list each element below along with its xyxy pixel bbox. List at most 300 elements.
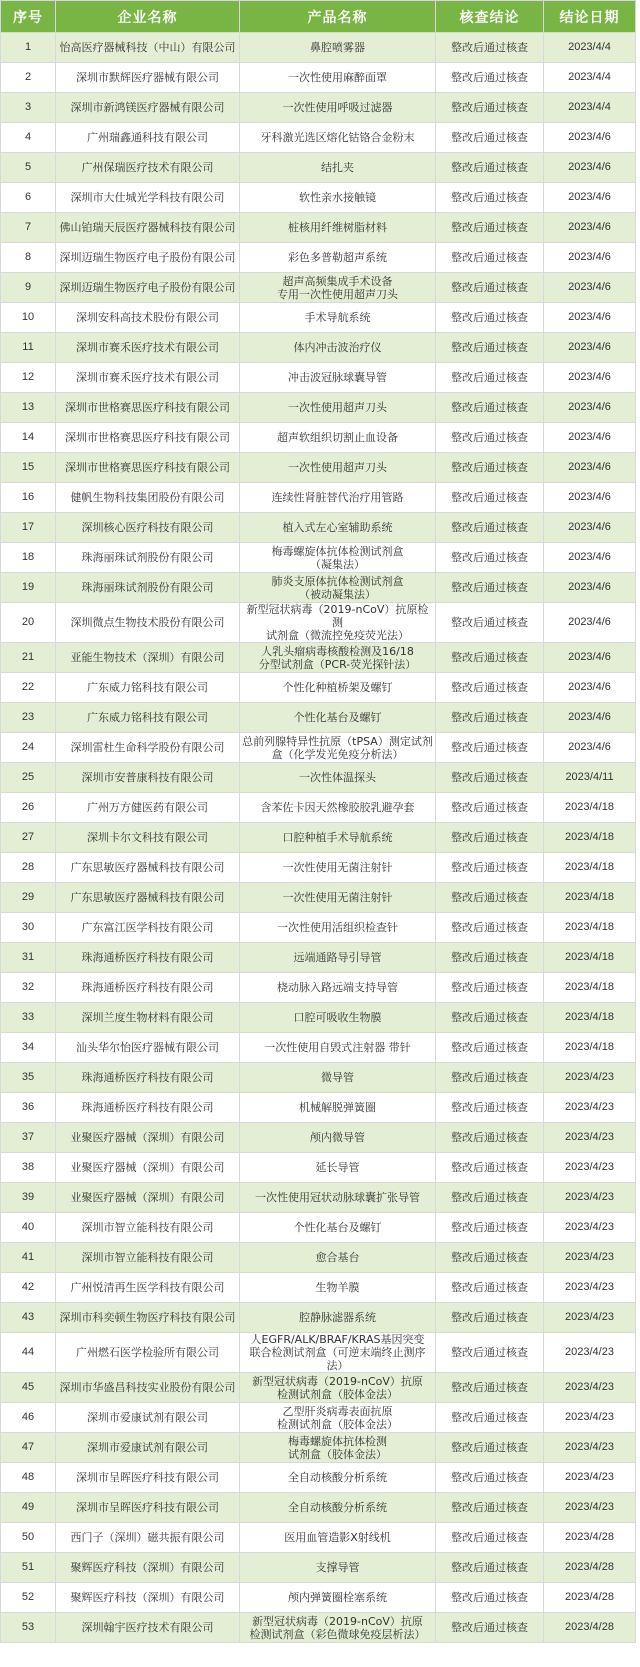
cell-company-name <box>56 1373 240 1403</box>
cell-company-name <box>56 913 240 943</box>
cell-product-name <box>240 853 436 883</box>
cell-product-name-text: 梅毒螺旋体抗体检测 试剂盒（胶体金法） <box>288 1434 387 1461</box>
table-row <box>1 1583 636 1613</box>
cell-company-name <box>56 1403 240 1433</box>
cell-product-name-text: 新型冠状病毒（2019-nCoV）抗原 检测试剂盒（胶体金法） <box>252 1374 423 1401</box>
cell-inspection-result-text: 整改后通过核查 <box>451 1311 528 1324</box>
cell-inspection-result <box>436 303 544 333</box>
cell-company-name <box>56 243 240 273</box>
cell-product-name-text: 总前列腺特异性抗原（tPSA）测定试剂 盒（化学发光免疫分析法） <box>242 734 433 761</box>
cell-result-date <box>544 883 636 913</box>
table-row <box>1 93 636 123</box>
cell-company-name <box>56 303 240 333</box>
cell-result-date-text: 2023/4/11 <box>565 771 614 783</box>
cell-inspection-result-text: 整改后通过核查 <box>451 191 528 204</box>
cell-company-name-text: 深圳安科高技术股份有限公司 <box>76 311 219 324</box>
cell-inspection-result-text: 整改后通过核查 <box>451 1161 528 1174</box>
cell-serial-number-text: 40 <box>21 1221 35 1233</box>
cell-company-name <box>56 363 240 393</box>
cell-company-name <box>56 1493 240 1523</box>
cell-company-name-text: 业聚医疗器械（深圳）有限公司 <box>70 1161 225 1174</box>
cell-inspection-result <box>436 1463 544 1493</box>
cell-result-date-text: 2023/4/18 <box>565 891 614 903</box>
cell-inspection-result-text: 整改后通过核查 <box>451 371 528 384</box>
cell-result-date <box>544 823 636 853</box>
cell-product-name <box>240 1553 436 1583</box>
cell-company-name <box>56 1523 240 1553</box>
cell-company-name-text: 深圳市科奕顿生物医疗科技有限公司 <box>59 1311 236 1324</box>
cell-result-date-text: 2023/4/4 <box>568 71 611 83</box>
cell-product-name <box>240 1273 436 1303</box>
cell-serial-number-text: 7 <box>24 221 32 233</box>
cell-company-name <box>56 793 240 823</box>
cell-serial-number-text: 6 <box>24 191 32 203</box>
cell-company-name <box>56 453 240 483</box>
cell-serial-number <box>1 483 56 513</box>
cell-result-date <box>544 1433 636 1463</box>
cell-serial-number <box>1 573 56 603</box>
cell-company-name <box>56 1433 240 1463</box>
cell-product-name <box>240 1463 436 1493</box>
cell-product-name-text: 颅内微导管 <box>310 1131 365 1144</box>
cell-company-name-text: 广州保瑞医疗技术有限公司 <box>81 161 214 174</box>
cell-product-name-text: 全自动核酸分析系统 <box>288 1471 387 1484</box>
cell-inspection-result <box>436 823 544 853</box>
cell-company-name <box>56 1463 240 1493</box>
table-row <box>1 1403 636 1433</box>
cell-inspection-result-text: 整改后通过核查 <box>451 891 528 904</box>
cell-result-date-text: 2023/4/28 <box>565 1591 614 1603</box>
cell-product-name <box>240 1583 436 1613</box>
cell-inspection-result <box>436 1613 544 1643</box>
cell-result-date-text: 2023/4/23 <box>565 1501 614 1513</box>
cell-company-name <box>56 93 240 123</box>
cell-result-date <box>544 643 636 673</box>
cell-product-name <box>240 1613 436 1643</box>
cell-inspection-result <box>436 513 544 543</box>
table-row <box>1 793 636 823</box>
cell-company-name-text: 深圳市大仕城光学科技有限公司 <box>70 191 225 204</box>
cell-result-date <box>544 1463 636 1493</box>
cell-serial-number <box>1 33 56 63</box>
cell-product-name-text: 个性化基台及螺钉 <box>293 1221 382 1234</box>
cell-product-name <box>240 1093 436 1123</box>
cell-company-name <box>56 513 240 543</box>
cell-result-date <box>544 703 636 733</box>
cell-product-name <box>240 513 436 543</box>
cell-result-date <box>544 1373 636 1403</box>
cell-inspection-result-text: 整改后通过核查 <box>451 1561 528 1574</box>
table-row <box>1 363 636 393</box>
cell-result-date <box>544 853 636 883</box>
cell-inspection-result-text: 整改后通过核查 <box>451 1251 528 1264</box>
cell-serial-number <box>1 733 56 763</box>
cell-company-name <box>56 1553 240 1583</box>
cell-product-name-text: 人乳头瘤病毒核酸检测及16/18 分型试剂盒（PCR-荧光探针法） <box>258 644 417 671</box>
cell-company-name-text: 珠海丽珠试剂股份有限公司 <box>81 551 214 564</box>
cell-serial-number-text: 12 <box>21 371 35 383</box>
cell-company-name-text: 深圳翰宇医疗技术有限公司 <box>81 1621 214 1634</box>
cell-serial-number-text: 25 <box>21 771 35 783</box>
cell-inspection-result <box>436 703 544 733</box>
cell-inspection-result-text: 整改后通过核查 <box>451 1221 528 1234</box>
cell-result-date <box>544 793 636 823</box>
cell-company-name-text: 深圳卡尔文科技有限公司 <box>87 831 208 844</box>
cell-product-name <box>240 393 436 423</box>
cell-serial-number-text: 50 <box>21 1531 35 1543</box>
cell-result-date-text: 2023/4/18 <box>565 831 614 843</box>
cell-inspection-result <box>436 1093 544 1123</box>
table-row <box>1 1243 636 1273</box>
cell-product-name <box>240 573 436 603</box>
cell-inspection-result-text: 整改后通过核查 <box>451 616 528 629</box>
cell-inspection-result <box>436 453 544 483</box>
cell-company-name-text: 广州万方健医药有限公司 <box>87 801 208 814</box>
cell-inspection-result-text: 整改后通过核查 <box>451 491 528 504</box>
cell-result-date-text: 2023/4/18 <box>565 981 614 993</box>
cell-inspection-result <box>436 643 544 673</box>
cell-inspection-result <box>436 603 544 643</box>
cell-product-name <box>240 363 436 393</box>
cell-company-name-text: 聚辉医疗科技（深圳）有限公司 <box>70 1591 225 1604</box>
cell-result-date <box>544 1273 636 1303</box>
cell-serial-number-text: 9 <box>24 281 32 293</box>
cell-result-date <box>544 213 636 243</box>
cell-result-date-text: 2023/4/23 <box>565 1381 614 1393</box>
table-row <box>1 303 636 333</box>
cell-company-name <box>56 1033 240 1063</box>
cell-product-name-text: 一次性使用冠状动脉球囊扩张导管 <box>255 1191 420 1204</box>
cell-company-name <box>56 1153 240 1183</box>
cell-serial-number <box>1 363 56 393</box>
cell-result-date-text: 2023/4/6 <box>568 251 611 263</box>
cell-company-name <box>56 153 240 183</box>
cell-product-name-text: 超声软组织切割止血设备 <box>277 431 398 444</box>
cell-serial-number <box>1 763 56 793</box>
cell-serial-number-text: 16 <box>21 491 35 503</box>
cell-product-name-text: 个性化基台及螺钉 <box>293 711 382 724</box>
cell-company-name-text: 聚辉医疗科技（深圳）有限公司 <box>70 1561 225 1574</box>
cell-serial-number-text: 8 <box>24 251 32 263</box>
table-row <box>1 603 636 643</box>
cell-product-name <box>240 153 436 183</box>
cell-company-name-text: 珠海通桥医疗科技有限公司 <box>81 981 214 994</box>
cell-inspection-result <box>436 1333 544 1373</box>
cell-result-date <box>544 763 636 793</box>
cell-serial-number <box>1 913 56 943</box>
cell-product-name-text: 一次性使用超声刀头 <box>288 401 387 414</box>
cell-company-name <box>56 1183 240 1213</box>
cell-product-name-text: 冲击波冠脉球囊导管 <box>288 371 387 384</box>
cell-inspection-result-text: 整改后通过核查 <box>451 771 528 784</box>
cell-inspection-result <box>436 883 544 913</box>
cell-company-name <box>56 63 240 93</box>
cell-company-name <box>56 333 240 363</box>
cell-result-date <box>544 1213 636 1243</box>
cell-inspection-result <box>436 1123 544 1153</box>
cell-serial-number <box>1 1433 56 1463</box>
cell-result-date <box>544 973 636 1003</box>
cell-company-name <box>56 643 240 673</box>
cell-company-name-text: 深圳市呈晖医疗科技有限公司 <box>76 1501 219 1514</box>
cell-result-date-text: 2023/4/6 <box>568 521 611 533</box>
cell-company-name-text: 深圳市爱康试剂有限公司 <box>87 1411 208 1424</box>
cell-product-name <box>240 703 436 733</box>
cell-serial-number-text: 4 <box>24 131 32 143</box>
cell-serial-number <box>1 513 56 543</box>
cell-inspection-result-text: 整改后通过核查 <box>451 1441 528 1454</box>
cell-result-date-text: 2023/4/23 <box>565 1251 614 1263</box>
cell-company-name-text: 佛山铂瑞天辰医疗器械科技有限公司 <box>59 221 236 234</box>
cell-company-name <box>56 1093 240 1123</box>
cell-company-name <box>56 543 240 573</box>
cell-result-date-text: 2023/4/6 <box>568 581 611 593</box>
table-row <box>1 1123 636 1153</box>
table-body <box>1 33 636 1643</box>
cell-company-name <box>56 973 240 1003</box>
cell-inspection-result <box>436 1213 544 1243</box>
cell-product-name-text: 口腔可吸收生物膜 <box>293 1011 382 1024</box>
cell-product-name <box>240 1243 436 1273</box>
table-row <box>1 1153 636 1183</box>
cell-serial-number <box>1 1373 56 1403</box>
cell-product-name-text: 一次性使用呼吸过滤器 <box>282 101 393 114</box>
cell-result-date-text: 2023/4/23 <box>565 1411 614 1423</box>
cell-result-date-text: 2023/4/18 <box>565 921 614 933</box>
cell-result-date-text: 2023/4/6 <box>568 191 611 203</box>
cell-product-name-text: 软性亲水接触镜 <box>299 191 376 204</box>
cell-result-date <box>544 333 636 363</box>
cell-company-name <box>56 213 240 243</box>
table-row <box>1 1523 636 1553</box>
cell-result-date <box>544 273 636 303</box>
cell-product-name-text: 结扎夹 <box>321 161 354 174</box>
cell-serial-number-text: 36 <box>21 1101 35 1113</box>
table-row <box>1 673 636 703</box>
cell-result-date <box>544 673 636 703</box>
cell-product-name-text: 新型冠状病毒（2019-nCoV）抗原检测 试剂盒（微流控免疫荧光法） <box>246 603 429 642</box>
cell-result-date-text: 2023/4/6 <box>568 461 611 473</box>
cell-product-name <box>240 1333 436 1373</box>
cell-inspection-result-text: 整改后通过核查 <box>451 161 528 174</box>
table-row <box>1 643 636 673</box>
header-product-name: 产品名称 <box>240 1 436 33</box>
cell-result-date-text: 2023/4/6 <box>568 551 611 563</box>
cell-inspection-result-text: 整改后通过核查 <box>451 1591 528 1604</box>
cell-inspection-result <box>436 243 544 273</box>
cell-inspection-result <box>436 393 544 423</box>
cell-inspection-result-text: 整改后通过核查 <box>451 681 528 694</box>
table-row <box>1 1553 636 1583</box>
table-row <box>1 273 636 303</box>
table-row <box>1 1273 636 1303</box>
cell-inspection-result-text: 整改后通过核查 <box>451 461 528 474</box>
cell-inspection-result-text: 整改后通过核查 <box>451 101 528 114</box>
cell-serial-number-text: 22 <box>21 681 35 693</box>
cell-inspection-result-text: 整改后通过核查 <box>451 951 528 964</box>
cell-inspection-result <box>436 213 544 243</box>
cell-serial-number <box>1 673 56 703</box>
cell-company-name-text: 广东威力铭科技有限公司 <box>87 711 208 724</box>
cell-inspection-result-text: 整改后通过核查 <box>451 651 528 664</box>
cell-company-name <box>56 733 240 763</box>
cell-company-name <box>56 1333 240 1373</box>
cell-serial-number <box>1 93 56 123</box>
table-row <box>1 243 636 273</box>
cell-serial-number <box>1 1463 56 1493</box>
table-row <box>1 943 636 973</box>
cell-serial-number-text: 51 <box>21 1561 35 1573</box>
cell-serial-number-text: 2 <box>24 71 32 83</box>
cell-serial-number-text: 53 <box>21 1621 35 1633</box>
cell-company-name-text: 亚能生物技术（深圳）有限公司 <box>70 651 225 664</box>
cell-product-name-text: 人EGFR/ALK/BRAF/KRAS基因突变 联合检测试剂盒（可逆末端终止测序法） <box>249 1333 426 1372</box>
cell-inspection-result-text: 整改后通过核查 <box>451 1071 528 1084</box>
cell-product-name <box>240 793 436 823</box>
cell-company-name-text: 深圳市世格赛思医疗科技有限公司 <box>65 401 230 414</box>
cell-inspection-result-text: 整改后通过核查 <box>451 921 528 934</box>
cell-inspection-result-text: 整改后通过核查 <box>451 401 528 414</box>
cell-result-date <box>544 483 636 513</box>
cell-company-name-text: 业聚医疗器械（深圳）有限公司 <box>70 1131 225 1144</box>
cell-inspection-result <box>436 573 544 603</box>
cell-serial-number <box>1 1333 56 1373</box>
cell-result-date-text: 2023/4/6 <box>568 431 611 443</box>
cell-result-date <box>544 1063 636 1093</box>
cell-inspection-result-text: 整改后通过核查 <box>451 741 528 754</box>
cell-inspection-result <box>436 153 544 183</box>
cell-result-date-text: 2023/4/23 <box>565 1161 614 1173</box>
cell-product-name <box>240 733 436 763</box>
cell-result-date <box>544 1403 636 1433</box>
table-row <box>1 573 636 603</box>
table-row <box>1 763 636 793</box>
cell-inspection-result-text: 整改后通过核查 <box>451 1531 528 1544</box>
cell-company-name <box>56 1003 240 1033</box>
cell-result-date-text: 2023/4/6 <box>568 401 611 413</box>
cell-serial-number-text: 11 <box>22 341 34 353</box>
cell-inspection-result-text: 整改后通过核查 <box>451 1346 528 1359</box>
cell-serial-number <box>1 1213 56 1243</box>
cell-product-name-text: 连续性肾脏替代治疗用管路 <box>271 491 404 504</box>
cell-serial-number-text: 39 <box>21 1191 35 1203</box>
cell-serial-number-text: 20 <box>21 616 35 628</box>
table-row <box>1 123 636 153</box>
cell-inspection-result <box>436 1183 544 1213</box>
cell-serial-number-text: 30 <box>21 921 35 933</box>
cell-product-name <box>240 93 436 123</box>
cell-serial-number <box>1 643 56 673</box>
cell-inspection-result-text: 整改后通过核查 <box>451 1471 528 1484</box>
table-row <box>1 1003 636 1033</box>
cell-result-date <box>544 513 636 543</box>
cell-inspection-result-text: 整改后通过核查 <box>451 1131 528 1144</box>
cell-serial-number-text: 34 <box>21 1041 35 1053</box>
cell-inspection-result-text: 整改后通过核查 <box>451 581 528 594</box>
cell-result-date <box>544 1093 636 1123</box>
cell-company-name <box>56 393 240 423</box>
cell-serial-number <box>1 273 56 303</box>
cell-result-date <box>544 33 636 63</box>
cell-serial-number <box>1 333 56 363</box>
cell-serial-number <box>1 303 56 333</box>
cell-serial-number-text: 24 <box>21 741 35 753</box>
cell-result-date <box>544 183 636 213</box>
cell-inspection-result-text: 整改后通过核查 <box>451 521 528 534</box>
cell-result-date <box>544 573 636 603</box>
cell-product-name <box>240 1403 436 1433</box>
cell-result-date-text: 2023/4/28 <box>565 1621 614 1633</box>
cell-product-name-text: 手术导航系统 <box>304 311 371 324</box>
cell-serial-number-text: 49 <box>21 1501 35 1513</box>
cell-inspection-result <box>436 1433 544 1463</box>
cell-company-name <box>56 183 240 213</box>
cell-serial-number <box>1 1613 56 1643</box>
cell-result-date-text: 2023/4/18 <box>565 951 614 963</box>
cell-serial-number <box>1 1273 56 1303</box>
cell-inspection-result-text: 整改后通过核查 <box>451 281 528 294</box>
cell-result-date <box>544 943 636 973</box>
cell-company-name <box>56 1613 240 1643</box>
cell-serial-number-text: 15 <box>21 461 35 473</box>
cell-product-name <box>240 1433 436 1463</box>
cell-result-date-text: 2023/4/6 <box>568 741 611 753</box>
cell-result-date-text: 2023/4/23 <box>565 1281 614 1293</box>
cell-serial-number-text: 33 <box>21 1011 35 1023</box>
cell-result-date <box>544 393 636 423</box>
cell-serial-number <box>1 1003 56 1033</box>
cell-product-name <box>240 123 436 153</box>
cell-inspection-result <box>436 1493 544 1523</box>
cell-product-name <box>240 883 436 913</box>
cell-serial-number-text: 38 <box>21 1161 35 1173</box>
cell-company-name-text: 深圳迈瑞生物医疗电子股份有限公司 <box>59 251 236 264</box>
cell-result-date <box>544 363 636 393</box>
cell-product-name <box>240 303 436 333</box>
cell-serial-number-text: 27 <box>21 831 35 843</box>
table-row <box>1 1063 636 1093</box>
cell-company-name-text: 深圳市世格赛思医疗科技有限公司 <box>65 431 230 444</box>
cell-inspection-result-text: 整改后通过核查 <box>451 1191 528 1204</box>
table-row <box>1 1463 636 1493</box>
cell-result-date <box>544 1243 636 1273</box>
cell-serial-number <box>1 543 56 573</box>
cell-inspection-result-text: 整改后通过核查 <box>451 71 528 84</box>
cell-result-date <box>544 543 636 573</box>
cell-company-name-text: 业聚医疗器械（深圳）有限公司 <box>70 1191 225 1204</box>
header-row <box>1 1 636 33</box>
cell-product-name-text: 微导管 <box>321 1071 354 1084</box>
cell-product-name-text: 新型冠状病毒（2019-nCoV）抗原 检测试剂盒（彩色微球免疫层析法） <box>249 1614 426 1641</box>
cell-serial-number <box>1 603 56 643</box>
cell-company-name <box>56 1213 240 1243</box>
table-row <box>1 823 636 853</box>
cell-result-date-text: 2023/4/6 <box>568 681 611 693</box>
cell-serial-number <box>1 453 56 483</box>
cell-serial-number-text: 52 <box>21 1591 35 1603</box>
cell-serial-number <box>1 1403 56 1433</box>
cell-inspection-result <box>436 733 544 763</box>
cell-product-name-text: 含苯佐卡因天然橡胶胶乳避孕套 <box>260 801 415 814</box>
cell-serial-number <box>1 123 56 153</box>
table-row <box>1 853 636 883</box>
cell-company-name-text: 汕头华尔怡医疗器械有限公司 <box>76 1041 219 1054</box>
table-row <box>1 703 636 733</box>
cell-serial-number <box>1 943 56 973</box>
cell-product-name-text: 体内冲击波治疗仪 <box>293 341 382 354</box>
cell-product-name-text: 乙型肝炎病毒表面抗原 检测试剂盒（胶体金法） <box>277 1404 398 1431</box>
cell-company-name-text: 深圳市智立能科技有限公司 <box>81 1221 214 1234</box>
